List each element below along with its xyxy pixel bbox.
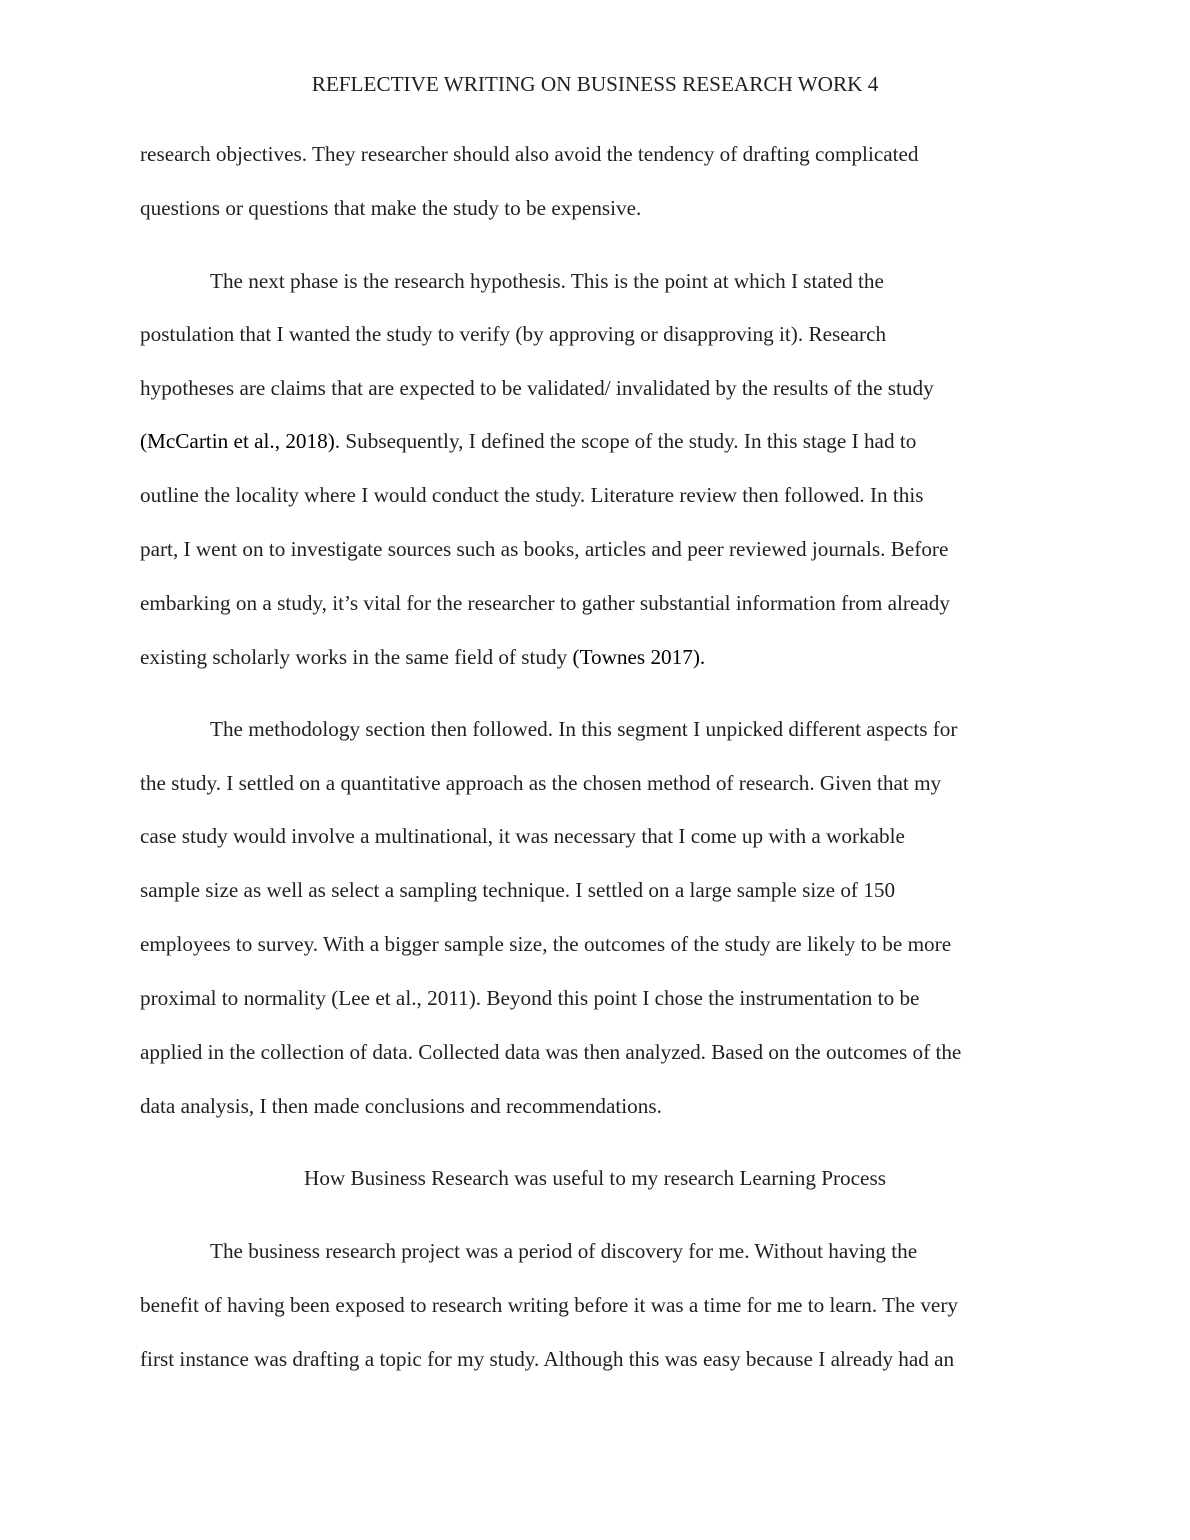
paragraph-1-line-2: questions or questions that make the study to be expensive. xyxy=(140,196,642,220)
paragraph-3-line-7: applied in the collection of data. Collected data was then analyzed. Based on the outcomes of the xyxy=(140,1040,962,1064)
paragraph-2-line-3: hypotheses are claims that are expected to be validated/ invalidated by the results of the study xyxy=(140,376,934,400)
paragraph-2-line-7: embarking on a study, it’s vital for the researcher to gather substantial information from already xyxy=(140,591,950,615)
paragraph-3-line-8: data analysis, I then made conclusions and recommendations. xyxy=(140,1094,662,1118)
paragraph-3-line-4: sample size as well as select a sampling technique. I settled on a large sample size of 150 xyxy=(140,878,896,902)
section-heading: How Business Research was useful to my research Learning Process xyxy=(304,1166,886,1190)
paragraph-2-line-4-text: . Subsequently, I defined the scope of the study. In this stage I had to xyxy=(334,429,917,453)
citation-townes: (Townes 2017). xyxy=(572,645,706,669)
paragraph-4-line-1: The business research project was a period of discovery for me. Without having the xyxy=(210,1239,918,1263)
paragraph-3-line-1: The methodology section then followed. In this segment I unpicked different aspects for xyxy=(210,717,958,741)
paragraph-4-line-3: first instance was drafting a topic for my study. Although this was easy because I already had an xyxy=(140,1347,955,1371)
running-head-title: REFLECTIVE WRITING ON BUSINESS RESEARCH WORK xyxy=(311,72,863,96)
paragraph-2-line-5: outline the locality where I would conduct the study. Literature review then followed. In this xyxy=(140,483,924,507)
paragraph-2-line-8-text: existing scholarly works in the same field of study xyxy=(140,645,573,669)
paragraph-3-line-3: case study would involve a multinational, it was necessary that I come up with a workable xyxy=(140,824,905,848)
running-head xyxy=(0,71,1190,97)
paragraph-2-line-8 xyxy=(140,644,705,670)
page-number: 4 xyxy=(867,72,879,96)
paragraph-2-line-1: The next phase is the research hypothesis. This is the point at which I stated the xyxy=(210,269,884,293)
paragraph-3-line-6: proximal to normality (Lee et al., 2011). Beyond this point I chose the instrumentation to be xyxy=(140,986,920,1010)
paragraph-2-line-6: part, I went on to investigate sources such as books, articles and peer reviewed journals. Before xyxy=(140,537,949,561)
paragraph-3-line-2: the study. I settled on a quantitative approach as the chosen method of research. Given that my xyxy=(140,771,942,795)
paragraph-3-line-5: employees to survey. With a bigger sample size, the outcomes of the study are likely to be more xyxy=(140,932,952,956)
paragraph-2-line-4 xyxy=(140,428,916,454)
citation-mccartin: (McCartin et al., 2018) xyxy=(140,429,335,453)
paragraph-2-line-2: postulation that I wanted the study to verify (by approving or disapproving it). Research xyxy=(140,322,887,346)
paragraph-1-line-1: research objectives. They researcher should also avoid the tendency of drafting complicated xyxy=(140,142,919,166)
paragraph-4-line-2: benefit of having been exposed to research writing before it was a time for me to learn. The very xyxy=(140,1293,958,1317)
